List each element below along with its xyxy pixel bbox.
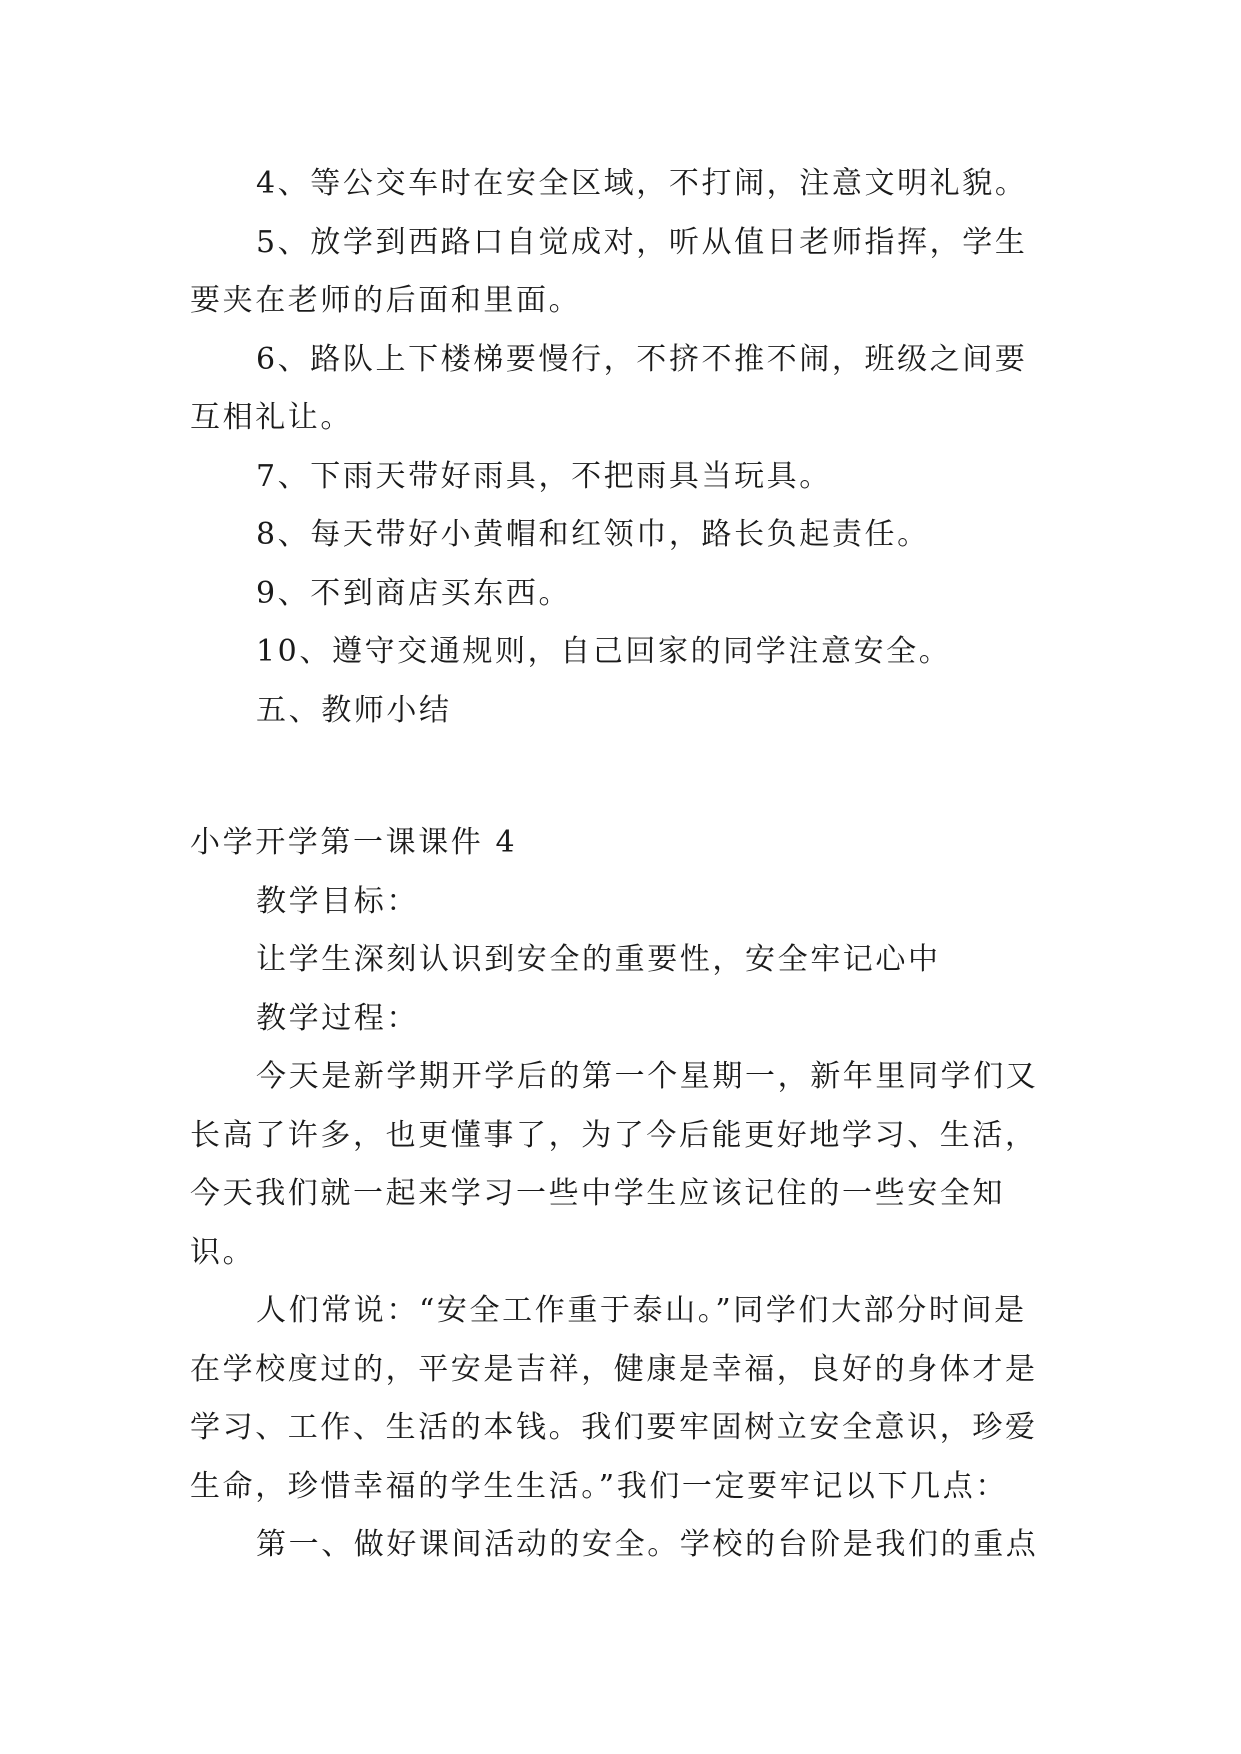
list-item-8: 8、每天带好小黄帽和红领巾，路长负起责任。 <box>256 517 930 552</box>
paragraph-2-line-3: 学习、工作、生活的本钱。我们要牢固树立安全意识，珍爱 <box>190 1410 1038 1445</box>
list-item-10: 10、遵守交通规则，自己回家的同学注意安全。 <box>256 634 952 669</box>
list-item-5-line-2: 要夹在老师的后面和里面。 <box>190 283 582 318</box>
paragraph-1-line-4: 识。 <box>190 1234 256 1270</box>
paragraph-3-line-1: 第一、做好课间活动的安全。学校的台阶是我们的重点 <box>256 1527 1039 1562</box>
paragraph-2-line-2: 在学校度过的，平安是吉祥，健康是幸福，良好的身体才是 <box>190 1351 1038 1387</box>
list-item-7: 7、下雨天带好雨具，不把雨具当玩具。 <box>256 458 832 494</box>
paragraph-2-line-1: 人们常说：“安全工作重于泰山。”同学们大部分时间是 <box>256 1293 1027 1328</box>
heading-teacher-summary: 五、教师小结 <box>256 692 452 728</box>
list-item-6-line-2: 互相礼让。 <box>190 400 353 435</box>
goal-text: 让学生深刻认识到安全的重要性，安全牢记心中 <box>256 942 941 977</box>
list-item-5-line-1: 5、放学到西路口自觉成对，听从值日老师指挥，学生 <box>256 224 1028 260</box>
paragraph-2-line-4: 生命，珍惜幸福的学生生活。”我们一定要牢记以下几点： <box>190 1468 1008 1504</box>
paragraph-1-line-1: 今天是新学期开学后的第一个星期一，新年里同学们又 <box>256 1059 1039 1094</box>
list-item-4: 4、等公交车时在安全区域，不打闹，注意文明礼貌。 <box>256 166 1028 201</box>
section-title: 小学开学第一课课件 4 <box>190 825 518 860</box>
process-label: 教学过程： <box>256 1000 419 1036</box>
paragraph-1-line-3: 今天我们就一起来学习一些中学生应该记住的一些安全知 <box>190 1176 1005 1211</box>
list-item-9: 9、不到商店买东西。 <box>256 575 572 611</box>
paragraph-1-line-2: 长高了许多，也更懂事了，为了今后能更好地学习、生活， <box>190 1117 1038 1153</box>
document-page <box>190 155 1056 1575</box>
goal-label: 教学目标： <box>256 883 419 919</box>
list-item-6-line-1: 6、路队上下楼梯要慢行，不挤不推不闹，班级之间要 <box>256 341 1028 377</box>
